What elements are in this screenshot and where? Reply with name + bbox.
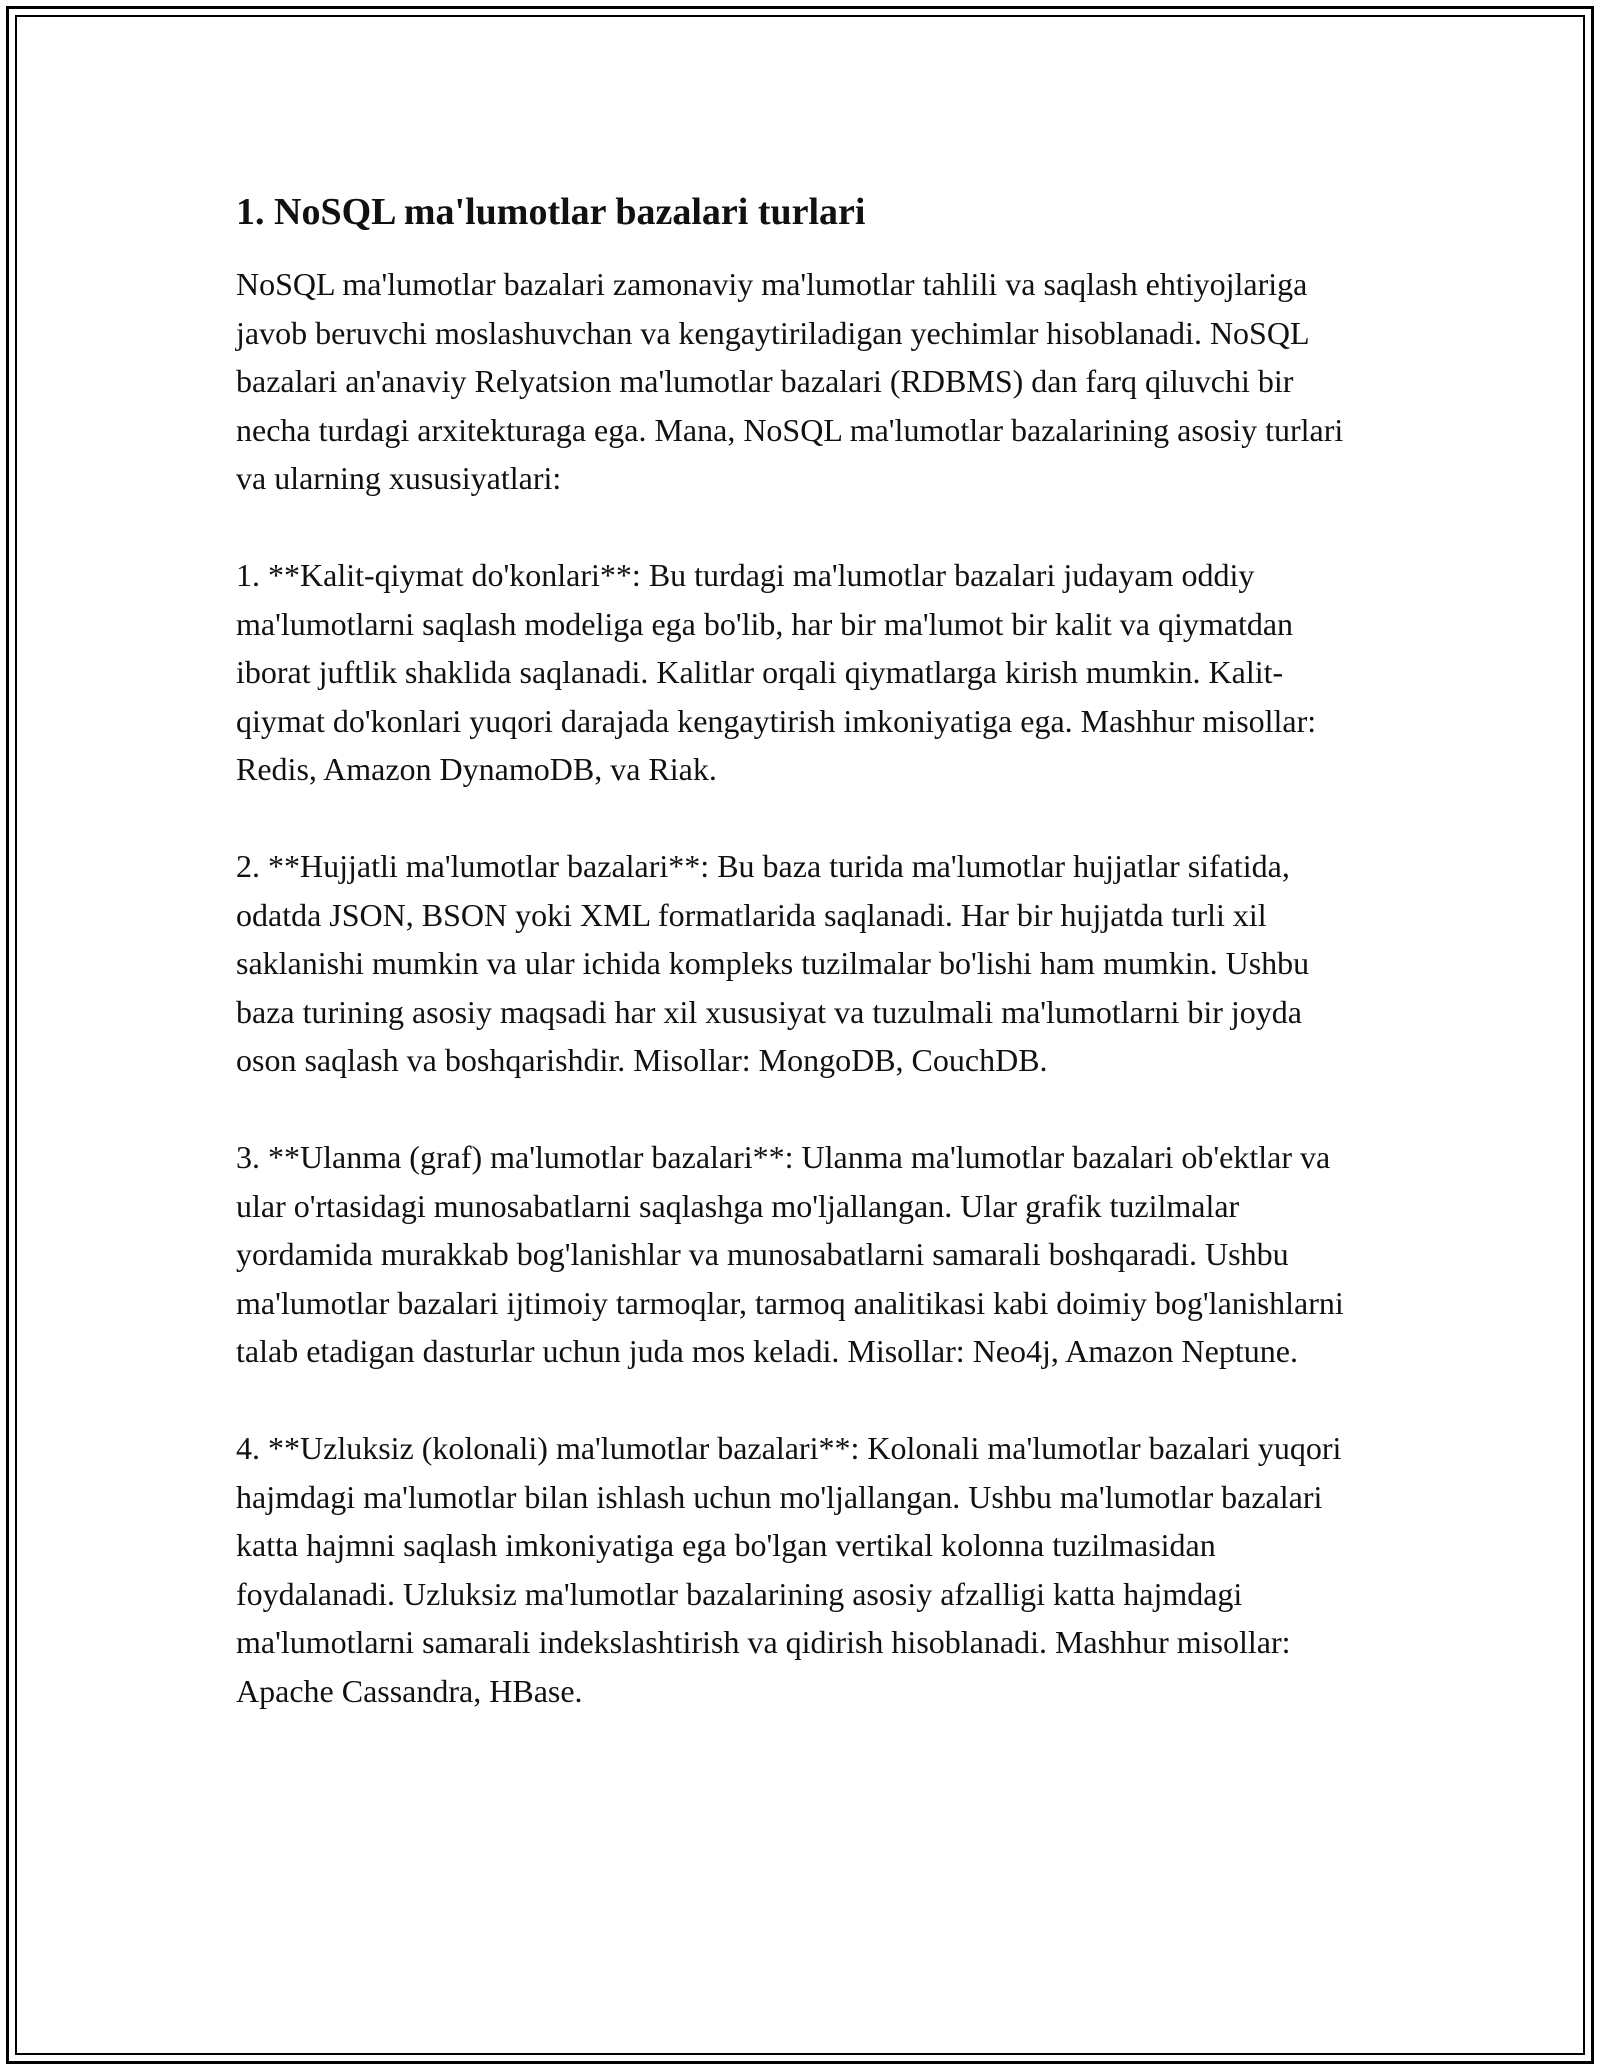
intro-paragraph: NoSQL ma'lumotlar bazalari zamonaviy ma'lumotlar tahlili va saqlash ehtiyojlariga javob beruvchi moslashuvchan va kengaytiriladigan yechimlar hisoblanadi. NoSQL bazalari an'anaviy Relyatsion ma'lumotlar bazalari (RDBMS) dan farq qiluvchi bir necha turdagi arxitekturaga ega. Mana, NoSQL ma'lumotlar bazalarining asosiy turlari va ularning xususiyatlari: bbox=[236, 266, 1344, 496]
paragraph-column-databases: 4. **Uzluksiz (kolonali) ma'lumotlar bazalari**: Kolonali ma'lumotlar bazalari yuqori hajmdagi ma'lumotlar bilan ishlash uchun mo'ljallangan. Ushbu ma'lumotlar bazalari katta hajmni saqlash imkoniyatiga ega bo'lgan vertikal kolonna tuzilmasidan foydalanadi. Uzluksiz ma'lumotlar bazalarining asosiy afzalligi katta hajmdagi ma'lumotlarni samarali indekslashtirish va qidirish hisoblanadi. Mashhur misollar: Apache Cassandra, HBase. bbox=[236, 1430, 1342, 1709]
paragraph-document-databases: 2. **Hujjatli ma'lumotlar bazalari**: Bu baza turida ma'lumotlar hujjatlar sifatida, odatda JSON, BSON yoki XML formatlarida saqlanadi. Har bir hujjatda turli xil saklanishi mumkin va ular ichida kompleks tuzilmalar bo'lishi ham mumkin. Ushbu baza turining asosiy maqsadi har xil xususiyat va tuzulmali ma'lumotlarni bir joyda oson saqlash va boshqarishdir. Misollar: MongoDB, CouchDB. bbox=[236, 848, 1310, 1078]
document-body bbox=[236, 186, 1366, 1715]
paragraph-key-value-stores: 1. **Kalit-qiymat do'konlari**: Bu turdagi ma'lumotlar bazalari judayam oddiy ma'lumotlarni saqlash modeliga ega bo'lib, har bir ma'lumot bir kalit va qiymatdan iborat juftlik shaklida saqlanadi. Kalitlar orqali qiymatlarga kirish mumkin. Kalit-qiymat do'konlari yuqori darajada kengaytirish imkoniyatiga ega. Mashhur misollar: Redis, Amazon DynamoDB, va Riak. bbox=[236, 557, 1317, 787]
section-heading: 1. NoSQL ma'lumotlar bazalari turlari bbox=[236, 191, 866, 233]
paragraph-graph-databases: 3. **Ulanma (graf) ma'lumotlar bazalari**: Ulanma ma'lumotlar bazalari ob'ektlar va ular o'rtasidagi munosabatlarni saqlashga mo'ljallangan. Ular grafik tuzilmalar yordamida murakkab bog'lanishlar va munosabatlarni samarali boshqaradi. Ushbu ma'lumotlar bazalari ijtimoiy tarmoqlar, tarmoq analitikasi kabi doimiy bog'lanishlarni talab etadigan dasturlar uchun juda mos keladi. Misollar: Neo4j, Amazon Neptune. bbox=[236, 1139, 1344, 1369]
